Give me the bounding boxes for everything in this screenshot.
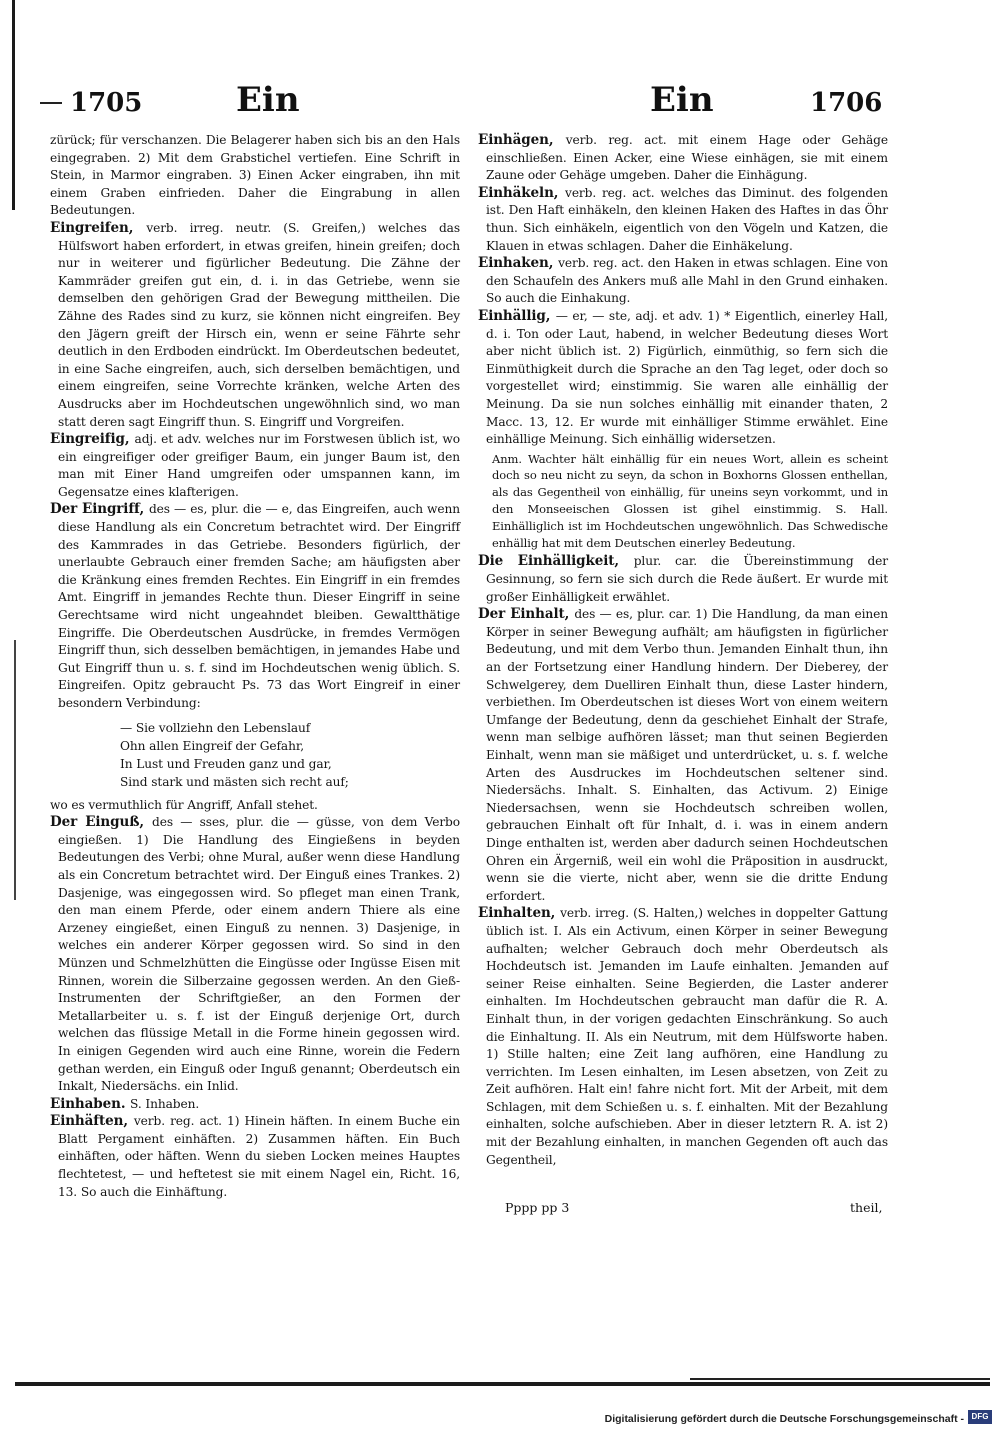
right-page-number: 1706 — [810, 88, 883, 118]
entry-definition: verb. reg. act. welches das Diminut. des folgenden ist. Den Haft einhäkeln, den kleinen Haken des Haftes in das Öhr thun. Sich einhäkeln, eigentlich von den Vögeln und Katzen, die Klauen in etwas schlagen. Daher die Einhäkelung. — [486, 185, 888, 253]
entry-lemma: Die Einhälligkeit, — [478, 553, 634, 570]
dictionary-entry — [478, 255, 888, 308]
entry-definition: verb. reg. act. mit einem Hage oder Gehäge einschließen. Einen Acker, eine Wiese einhägen, sie mit einem Zaune oder Gehäge umgeben. Daher die Einhägung. — [486, 133, 888, 183]
entry-definition: des — es, plur. car. 1) Die Handlung, da man einen Körper in seiner Bewegung aufhält; am häufigsten in figürlicher Bedeutung, und mit dem Verbo thun. Jemanden Einhalt thun, ihn an der Fortsetzung einer Handlung hindern. Der Dieberey, der Schwelgerey, dem Duelliren Einhalt thun, diese Laster hindern, verbiethen. Im Oberdeutschen ist dieses Wort von einem weitern Umfange der Bedeutung, denn da geschiehet Einhalt der Strafe, wenn man selbige aufhören lässet; man thut seinen Begierden Einhalt, wenn man sie mäßiget und unterdrücket, u. s. f. welche Arten des Ausdruckes im Hochdeutschen seltener sind. Niedersächs. Inhalt. S. Einhalten, das Activum. 2) Einige Niedersachsen, wenn sie Hochdeutsch schreiben wollen, gebrauchen Einhalt oft für Inhalt, d. i. was in einem andern Dinge enthalten ist, werden aber dadurch seinen Hochdeutschen Ohren ein Ärgerniß, weil ein wohl die Präposition in ausdruckt, wenn sie die vierte, nicht aber, wenn sie die dritte Endung erfordert. — [486, 607, 888, 903]
dictionary-entry — [478, 308, 888, 449]
left-page-number: 1705 — [70, 88, 143, 118]
verse-quotation — [50, 719, 460, 791]
entry-lemma: Einhalten, — [478, 905, 561, 922]
entry-definition: des — sses, plur. die — güsse, von dem Verbo eingießen. 1) Die Handlung des Eingießens in beyden Bedeutungen des Verbi; ohne Mural, außer wenn diese Handlung als ein Concretum betrachtet wird. Der Einguß eines Trankes. 2) Dasjenige, was eingegossen wird. So pfleget man einen Trank, den man einem Pferde, oder einem andern Thiere als eine Arzeney eingießet, einen Einguß zu nennen. 3) Dasjenige, in welches ein anderer Körper gegossen wird. So sind in den Münzen und Schmelzhütten die Eingüsse oder Ingüsse Eisen mit Rinnen, worein die Silberzaine gegossen werden. An den Gieß-Instrumenten der Schriftgießer, an den Formen der Metallarbeiter u. s. f. ist der Einguß derjenige Ort, durch welchen das flüssige Metall in die Forme hinein gegossen wird. In einigen Gegenden wird auch eine Rinne, worein die Federn gethan werden, ein Einguß oder Inguß genannt; Oberdeutsch ein Inkalt, Niedersächs. ein Inlid. — [58, 815, 460, 1094]
entry-lemma: Eingreifen, — [50, 219, 147, 236]
verse-line: Sind stark und mästen sich recht auf; — [120, 774, 349, 789]
printer-signature-mark: Pppp pp 3 — [505, 1200, 570, 1215]
header-dash-mark — [40, 102, 62, 104]
entry-lemma: Einhaken, — [478, 255, 559, 272]
entry-lemma: Einhäkeln, — [478, 184, 566, 201]
entry-definition: S. Inhaben. — [130, 1096, 200, 1111]
entry-definition: des — es, plur. die — e, das Eingreifen, auch wenn diese Handlung als ein Concretum betrachtet wird. Der Eingriff des Kammrades in das Getriebe. Besonders figürlich, der unerlaubte Gebrauch einer fremden Sache; am häufigsten aber die Kränkung eines fremden Rechtes. Ein Eingriff in ein fremdes Amt. Eingriff in jemandes Rechte thun. Dieser Eingriff in seine Gerechtsame wird nicht ungeahndet bleiben. Gewaltthätige Eingriffe. Die Oberdeutschen Ausdrücke, in fremdes Vermögen Eingriff thun, sich desselben bemächtigen, in jemandes Habe und Gut Eingriff thun u. s. f. sind im Hochdeutschen wenig üblich. S. Eingreifen. Opitz gebraucht Ps. 73 das Wort Eingreif in einer besondern Verbindung: — [58, 502, 460, 710]
dfg-logo-icon: DFG — [968, 1410, 992, 1424]
entry-definition: verb. reg. act. den Haken in etwas schlagen. Eine von den Schaufeln des Ankers muß alle Mahl in den Grund einhaken. So auch die Einhakung. — [486, 256, 888, 306]
entry-lemma: Eingreifig, — [50, 431, 135, 448]
scan-bottom-border — [15, 1382, 990, 1386]
dictionary-entry — [478, 553, 888, 606]
entry-definition: adj. et adv. welches nur im Forstwesen üblich ist, wo ein eingreifiger oder greifiger Baum, ein junger Baum ist, den man mit Einer Hand umgreifen oder umspannen kann, im Gegensatze eines klafterigen. — [58, 432, 460, 499]
left-head-word: Ein — [236, 80, 300, 120]
catchword: theil, — [850, 1200, 883, 1215]
dictionary-entry — [50, 814, 460, 1096]
dictionary-entry — [50, 501, 460, 712]
page-edge-shadow — [12, 0, 15, 210]
entry-lemma: Einhägen, — [478, 132, 566, 148]
entry-definition: verb. irreg. neutr. (S. Greifen,) welches das Hülfswort haben erfordert, in etwas greifen, hinein greifen; doch nur in weiterer und figürlicher Bedeutung. Die Zähne der Kammräder greifen gut ein, d. i. in das Getriebe, wenn sie demselben den gehörigen Grad der Bewegung mittheilen. Die Zähne des Rades sind zu kurz, sie können nicht eingreifen. Bey den Jägern greift der Hirsch ein, wenn er seine Fährte sehr deutlich in den Erdboden eindrückt. Im Oberdeutschen bedeutet, in eine Sache eingreifen, auch, sich derselben bemächtigen, und einem eingreifen, seine Vorrechte kränken, welche Arten des Ausdrucks aber im Hochdeutschen ungewöhnlich sind, wo man statt deren sagt Eingriff thun. S. Eingriff und Vorgreifen. — [58, 220, 461, 429]
entry-definition: verb. reg. act. 1) Hinein häften. In einem Buche ein Blatt Pergament einhäften. 2) Zusammen häften. Ein Buch einhäften, oder häften. Wenn du sieben Locken meines Hauptes flechtetest, — und heftetest sie mit einem Nagel ein, Richt. 16, 13. So auch die Einhäftung. — [58, 1114, 460, 1199]
dictionary-entry — [478, 185, 888, 255]
right-column — [478, 132, 888, 1169]
continued-entry-text: zürück; für verschanzen. Die Belagerer haben sich bis an den Hals eingegraben. 2) Mit dem Grabstichel vertiefen. Eine Schrift in Stein, in Marmor eingraben. 3) Einen Acker eingraben, ihn mit einem Graben einfrieden. Daher die Eingrabung in allen Bedeutungen. — [50, 133, 460, 218]
dictionary-entry — [50, 1113, 460, 1201]
right-head-word: Ein — [650, 80, 714, 120]
entry-lemma: Der Eingriff, — [50, 501, 149, 518]
entry-lemma: Einhaben. — [50, 1095, 131, 1112]
entry-lemma: Der Einhalt, — [478, 606, 575, 623]
entry-lemma: Einhällig, — [478, 307, 556, 324]
entry-lemma: Der Einguß, — [50, 814, 153, 831]
dictionary-entry — [50, 1096, 460, 1114]
verse-line: Ohn allen Eingreif der Gefahr, — [120, 738, 304, 753]
digitization-credit: Digitalisierung gefördert durch die Deutsche Forschungsgemeinschaft - — [604, 1413, 964, 1425]
entry-definition: plur. car. die Übereinstimmung der Gesinnung, so fern sie sich durch die Rede äußert. Er wurde mit großer Einhälligkeit erwählet. — [486, 554, 888, 604]
after-verse-text: wo es vermuthlich für Angriff, Anfall stehet. — [50, 797, 318, 812]
page-edge-shadow-lower — [14, 640, 16, 900]
dictionary-entry — [50, 431, 460, 501]
left-column — [50, 132, 460, 1201]
dictionary-entry — [50, 220, 460, 431]
entry-definition: verb. irreg. (S. Halten,) welches in doppelter Gattung üblich ist. I. Als ein Activum, einen Körper in seiner Bewegung aufhalten; welcher Gebrauch doch mehr Oberdeutsch als Hochdeutsch ist. Jemanden im Laufe einhalten. Jemanden auf seiner Reise einhalten. Seine Begierden, die Laster anderer einhalten. Im Hochdeutschen gebraucht man dafür die R. A. Einhalt thun, in der vorigen gedachten Einschränkung. So auch die Einhaltung. II. Als ein Neutrum, mit dem Hülfsworte haben. 1) Stille halten; eine Zeit lang aufhören, eine Handlung zu verrichten. Im Lesen einhalten, im Lesen absetzen, von Zeit zu Zeit aufhören. Halt ein! fahre nicht fort. Mit der Arbeit, mit dem Schlagen, mit dem Schießen u. s. f. einhalten. Mit der Bezahlung einhalten, solche aufschieben. Aber in dieser letztern R. A. ist 2) mit der Bezahlung einhalten, in manchen Gegenden oft auch das Gegentheil, — [486, 906, 888, 1167]
scan-border-line — [690, 1378, 990, 1380]
entry-definition: — er, — ste, adj. et adv. 1) * Eigentlich, einerley Hall, d. i. Ton oder Laut, habend, in welcher Bedeutung dieses Wort aber nicht üblich ist. 2) Figürlich, einmüthig, so fern sich die Einmüthigkeit durch die Sprache an den Tag leget, oder doch so vorgestellet wird; einstimmig. Sie waren alle einhällig der Meinung. Da sie nun solches einhällig mit einander thaten, 2 Macc. 13, 12. Er wurde mit einhälliger Stimme erwählet. Eine einhällige Meinung. Sich einhällig widersetzen. — [486, 308, 889, 447]
verse-line: In Lust und Freuden ganz und gar, — [120, 756, 332, 771]
dictionary-entry — [478, 132, 888, 185]
dictionary-entry — [478, 606, 888, 905]
entry-lemma: Einhäften, — [50, 1113, 134, 1130]
dictionary-entry — [478, 905, 888, 1169]
verse-line: — Sie vollziehn den Lebenslauf — [120, 720, 311, 735]
annotation-note: Anm. Wachter hält einhällig für ein neues Wort, allein es scheint doch so neu nicht zu seyn, da schon in Boxhorns Glossen enthellan, als das Gegentheil von einhällig, für uneins seyn vorkommt, und in den Monseeischen Glossen ist gihel einstimmig. S. Hall. Einhälliglich ist im Hochdeutschen ungewöhnlich. Das Schwedische enhällig hat mit dem Deutschen einerley Bedeutung. — [492, 451, 888, 550]
